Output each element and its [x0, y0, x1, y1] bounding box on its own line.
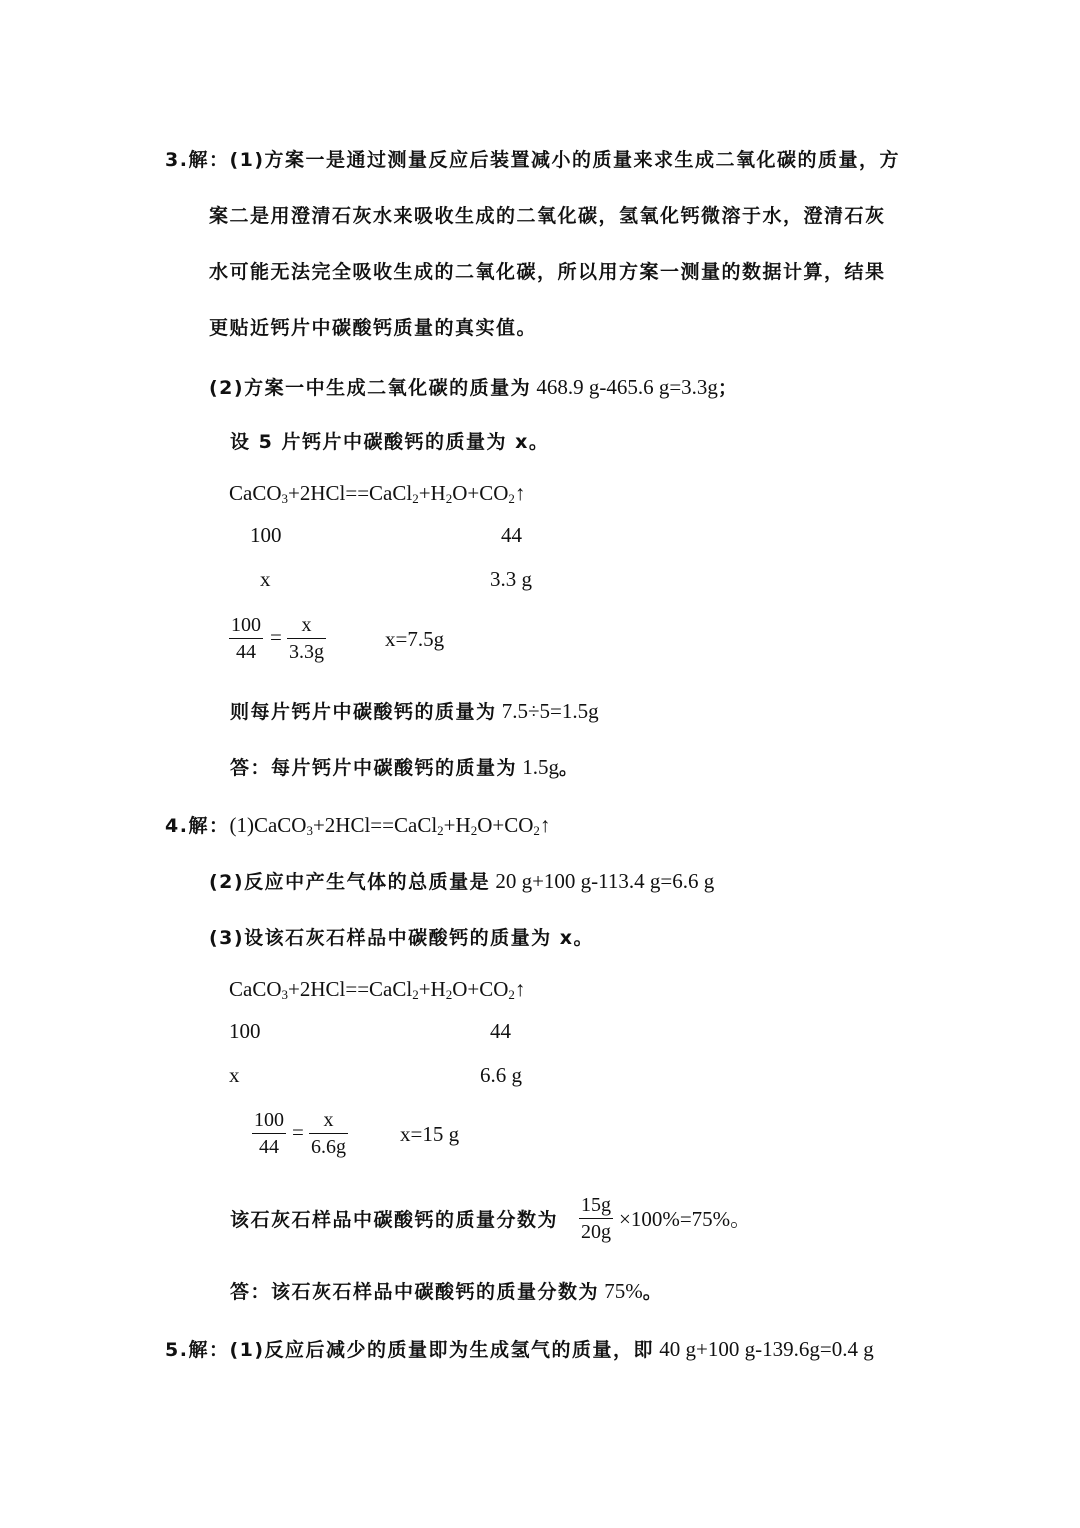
- q4-eq-part: +2HCl==CaCl: [312, 813, 438, 837]
- q3-eq-part: O+CO: [452, 481, 509, 505]
- gas-arrow-icon: ↑: [514, 481, 526, 505]
- q3-p2-end: ；: [717, 377, 739, 399]
- q3-fraction-right: [287, 612, 326, 665]
- q4-frac1-den: 44: [252, 1133, 286, 1160]
- q4-fraction-left: [252, 1107, 286, 1160]
- q3-label: 3.解：: [165, 149, 230, 171]
- q4-eq-sub: 2: [412, 987, 419, 1002]
- q3-known-mass: 3.3 g: [490, 567, 532, 591]
- q3-p1-line3: 水可能无法完全吸收生成的二氧化碳，所以用方案一测量的数据计算，结果: [209, 261, 886, 283]
- q4-percent-tail: ×100%=75%。: [619, 1207, 752, 1231]
- q5-p1-text: (1)反应后减少的质量即为生成氢气的质量，即: [229, 1339, 655, 1361]
- q4-eq-part: O+CO: [452, 977, 509, 1001]
- q3-p1-line2: 案二是用澄清石灰水来吸收生成的二氧化碳，氢氧化钙微溶于水，澄清石灰: [209, 205, 886, 227]
- q4-eq-part: CaCO: [253, 813, 307, 837]
- q4-frac1-num: 100: [254, 1109, 284, 1131]
- q4-eq-part: O+CO: [477, 813, 534, 837]
- q5-line-1: [165, 1335, 874, 1364]
- q4-p3: [209, 923, 594, 952]
- q3-frac2-den: 3.3g: [287, 638, 326, 665]
- q3-line-1: [165, 145, 900, 174]
- q3-let-text: 设 5 片钙片中碳酸钙的质量为 x。: [230, 431, 550, 453]
- q4-eq-sub: 2: [445, 987, 453, 1002]
- q4-frac2-den: 6.6g: [309, 1133, 348, 1160]
- q3-p2: [209, 373, 738, 402]
- q3-fraction-left: [229, 612, 263, 665]
- q3-molar-mass-co2: 44: [501, 523, 522, 547]
- q3-p2-text: (2)方案一中生成二氧化碳的质量为: [209, 377, 532, 399]
- q4-answer-text: 答：该石灰石样品中碳酸钙的质量分数为: [230, 1281, 600, 1303]
- q4-p2: [209, 867, 714, 896]
- q3-eq-sub: 2: [445, 491, 453, 506]
- q4-p2-text: (2)反应中产生气体的总质量是: [209, 871, 491, 893]
- q3-eq-part: CaCO: [229, 481, 282, 505]
- q3-each: [230, 697, 599, 726]
- q4-eq-sub: 2: [508, 987, 515, 1002]
- q3-answer: [230, 753, 580, 782]
- q4-answer: [230, 1277, 663, 1306]
- q4-chemical-equation: [229, 975, 525, 1003]
- q5-p1-calc: 40 g+100 g-139.6g=0.4 g: [659, 1337, 874, 1361]
- q3-eq-sub: 2: [508, 491, 515, 506]
- q4-p2-calc: 20 g+100 g-113.4 g=6.6 g: [495, 869, 715, 893]
- q4-percent-num: 15g: [581, 1194, 611, 1216]
- q3-p2-calc: 468.9 g-465.6 g=3.3g: [536, 375, 718, 399]
- q4-line-1: [165, 811, 550, 840]
- q3-answer-value: 1.5g: [522, 755, 560, 779]
- q4-label: 4.解：: [165, 815, 230, 837]
- q4-eq-sub: 2: [470, 823, 478, 838]
- gas-arrow-icon: ↑: [514, 977, 526, 1001]
- q4-p3-text: (3)设该石灰石样品中碳酸钙的质量为 x。: [209, 927, 594, 949]
- q3-frac1-den: 44: [229, 638, 263, 665]
- q5-label: 5.解：: [165, 1339, 230, 1361]
- q4-frac2-num: x: [323, 1109, 334, 1131]
- q4-eq-sub: 3: [306, 823, 313, 838]
- q4-eq-part: +2HCl==CaCl: [288, 977, 413, 1001]
- gas-arrow-icon: ↑: [539, 813, 551, 837]
- q4-answer-value: 75%: [604, 1279, 643, 1303]
- q4-eq-sub: 3: [281, 987, 288, 1002]
- q4-eq-sub: 2: [437, 823, 444, 838]
- q3-each-calc: 7.5÷5=1.5g: [501, 699, 599, 723]
- q4-eq-part: CaCO: [229, 977, 282, 1001]
- q4-eq-sub: 2: [533, 823, 540, 838]
- q3-eq-sub: 3: [281, 491, 288, 506]
- q3-frac2-num: x: [301, 614, 312, 636]
- q3-answer-text: 答：每片钙片中碳酸钙的质量为: [230, 757, 518, 779]
- q4-percent-den: 20g: [579, 1218, 613, 1245]
- q4-percent-text: [230, 1205, 558, 1234]
- q3-eq-sub: 2: [412, 491, 419, 506]
- q4-fraction-right: [309, 1107, 348, 1160]
- q3-eq-part: +2HCl==CaCl: [288, 481, 413, 505]
- q3-each-text: 则每片钙片中碳酸钙的质量为: [230, 701, 497, 723]
- q4-molar-mass-caco3: 100: [229, 1019, 261, 1043]
- q4-p1-prefix: (1): [229, 813, 254, 837]
- q3-equals: =: [270, 625, 282, 649]
- q4-percent-fraction: [579, 1192, 613, 1245]
- q4-percent-label: 该石灰石样品中碳酸钙的质量分数为: [230, 1209, 559, 1231]
- q4-result: x=15 g: [400, 1122, 460, 1146]
- q3-p1-line4: 更贴近钙片中碳酸钙质量的真实值。: [209, 317, 538, 339]
- q4-equals: =: [292, 1120, 304, 1144]
- q3-chemical-equation: [229, 479, 525, 507]
- q4-eq-part: +H: [443, 813, 471, 837]
- q4-answer-end: 。: [642, 1281, 664, 1303]
- q3-molar-mass-caco3: 100: [250, 523, 282, 547]
- q3-answer-end: 。: [559, 757, 580, 779]
- q3-eq-part: +H: [418, 481, 446, 505]
- q4-molar-mass-co2: 44: [490, 1019, 511, 1043]
- q3-result: x=7.5g: [385, 627, 445, 651]
- q3-frac1-num: 100: [231, 614, 261, 636]
- q4-unknown-x: x: [229, 1063, 240, 1087]
- q3-p1-line1: (1)方案一是通过测量反应后装置减小的质量来求生成二氧化碳的质量，方: [229, 149, 901, 171]
- q4-known-mass: 6.6 g: [480, 1063, 522, 1087]
- q3-unknown-x: x: [260, 567, 271, 591]
- q4-eq-part: +H: [418, 977, 446, 1001]
